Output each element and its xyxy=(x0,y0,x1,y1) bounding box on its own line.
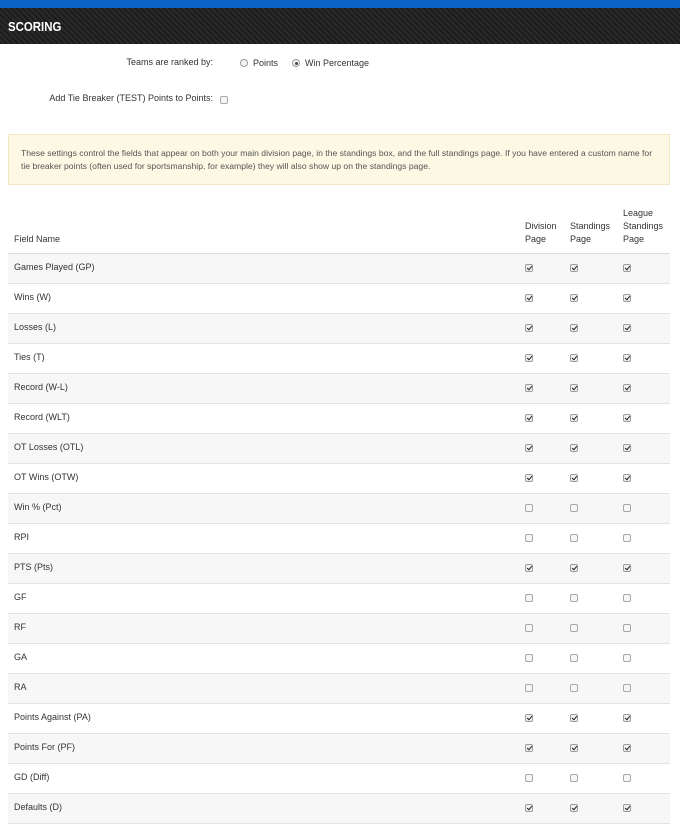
table-row xyxy=(8,524,670,554)
table-row xyxy=(8,254,670,284)
field-name: RPI xyxy=(14,532,30,542)
notice-text: These settings control the fields that appear on both your main division page, in the standings box, and the full standings page. If you have entered a custom name for tie breaker points (often used for sportsmanship, for example) they will also show up on the standings page. xyxy=(21,148,653,171)
standings-page-checkbox[interactable] xyxy=(570,294,578,302)
division-page-checkbox[interactable] xyxy=(525,444,533,452)
standings-page-checkbox[interactable] xyxy=(570,624,578,632)
table-row xyxy=(8,644,670,674)
points-radio-label: Points xyxy=(253,58,279,68)
league-standings-page-checkbox[interactable] xyxy=(623,594,631,602)
table-row xyxy=(8,794,670,824)
division-page-checkbox[interactable] xyxy=(525,384,533,392)
division-page-checkbox[interactable] xyxy=(525,684,533,692)
ranking-row xyxy=(0,57,680,71)
field-name: OT Losses (OTL) xyxy=(14,442,84,452)
table-row xyxy=(8,494,670,524)
table-row xyxy=(8,314,670,344)
division-page-header xyxy=(525,220,557,246)
standings-page-checkbox[interactable] xyxy=(570,414,578,422)
field-name: Points Against (PA) xyxy=(14,712,91,722)
field-name: OT Wins (OTW) xyxy=(14,472,79,482)
field-name: Record (W-L) xyxy=(14,382,68,392)
tie-breaker-label: Add Tie Breaker (TEST) Points to Points: xyxy=(49,93,213,103)
page-title: SCORING xyxy=(8,18,62,34)
tie-breaker-row xyxy=(0,93,680,107)
field-name: GD (Diff) xyxy=(14,772,50,782)
header-line: League xyxy=(623,208,654,218)
league-standings-page-checkbox[interactable] xyxy=(623,384,631,392)
division-page-checkbox[interactable] xyxy=(525,534,533,542)
standings-page-checkbox[interactable] xyxy=(570,714,578,722)
standings-page-checkbox[interactable] xyxy=(570,354,578,362)
league-standings-page-checkbox[interactable] xyxy=(623,324,631,332)
section-header xyxy=(0,8,680,44)
league-standings-page-checkbox[interactable] xyxy=(623,684,631,692)
standings-page-checkbox[interactable] xyxy=(570,654,578,662)
field-name: GF xyxy=(14,592,27,602)
header-line: Page xyxy=(570,234,592,244)
header-line: Division xyxy=(525,221,557,231)
field-name-header: Field Name xyxy=(14,234,61,244)
league-standings-page-checkbox[interactable] xyxy=(623,564,631,572)
info-notice xyxy=(8,134,670,185)
field-name: Win % (Pct) xyxy=(14,502,62,512)
standings-page-checkbox[interactable] xyxy=(570,744,578,752)
table-row xyxy=(8,374,670,404)
division-page-checkbox[interactable] xyxy=(525,714,533,722)
league-standings-page-checkbox[interactable] xyxy=(623,294,631,302)
division-page-checkbox[interactable] xyxy=(525,474,533,482)
league-standings-page-checkbox[interactable] xyxy=(623,504,631,512)
table-row xyxy=(8,284,670,314)
field-name: Losses (L) xyxy=(14,322,57,332)
table-body xyxy=(8,254,670,824)
header-line: Standings xyxy=(623,221,664,231)
field-name: Points For (PF) xyxy=(14,742,76,752)
standings-page-checkbox[interactable] xyxy=(570,774,578,782)
win-percentage-radio[interactable] xyxy=(292,59,300,67)
standings-page-checkbox[interactable] xyxy=(570,504,578,512)
league-standings-page-header xyxy=(623,207,663,246)
league-standings-page-checkbox[interactable] xyxy=(623,744,631,752)
table-row xyxy=(8,704,670,734)
win-percentage-radio-label: Win Percentage xyxy=(305,58,370,68)
division-page-checkbox[interactable] xyxy=(525,564,533,572)
division-page-checkbox[interactable] xyxy=(525,414,533,422)
table-row xyxy=(8,764,670,794)
division-page-checkbox[interactable] xyxy=(525,744,533,752)
league-standings-page-checkbox[interactable] xyxy=(623,354,631,362)
league-standings-page-checkbox[interactable] xyxy=(623,264,631,272)
table-row xyxy=(8,734,670,764)
field-name: Games Played (GP) xyxy=(14,262,95,272)
standings-fields-table xyxy=(8,205,670,824)
table-row xyxy=(8,584,670,614)
league-standings-page-checkbox[interactable] xyxy=(623,774,631,782)
division-page-checkbox[interactable] xyxy=(525,264,533,272)
field-name: GA xyxy=(14,652,28,662)
field-name: RA xyxy=(14,682,27,692)
field-name: Defaults (D) xyxy=(14,802,63,812)
division-page-checkbox[interactable] xyxy=(525,354,533,362)
standings-page-checkbox[interactable] xyxy=(570,444,578,452)
league-standings-page-checkbox[interactable] xyxy=(623,414,631,422)
standings-page-checkbox[interactable] xyxy=(570,474,578,482)
top-accent-bar xyxy=(0,0,680,8)
division-page-checkbox[interactable] xyxy=(525,294,533,302)
standings-page-checkbox[interactable] xyxy=(570,534,578,542)
league-standings-page-checkbox[interactable] xyxy=(623,474,631,482)
points-radio[interactable] xyxy=(240,59,248,67)
league-standings-page-checkbox[interactable] xyxy=(623,654,631,662)
field-name: Record (WLT) xyxy=(14,412,70,422)
ranking-option-win-percentage[interactable] xyxy=(292,57,369,69)
table-row xyxy=(8,464,670,494)
ranking-label: Teams are ranked by: xyxy=(126,57,213,67)
league-standings-page-checkbox[interactable] xyxy=(623,444,631,452)
league-standings-page-checkbox[interactable] xyxy=(623,534,631,542)
division-page-checkbox[interactable] xyxy=(525,654,533,662)
header-line: Standings xyxy=(570,221,611,231)
standings-page-checkbox[interactable] xyxy=(570,594,578,602)
field-name: Ties (T) xyxy=(14,352,45,362)
standings-page-checkbox[interactable] xyxy=(570,324,578,332)
standings-page-checkbox[interactable] xyxy=(570,804,578,812)
field-name: RF xyxy=(14,622,26,632)
standings-page-header xyxy=(570,220,610,246)
header-line: Page xyxy=(525,234,547,244)
field-name: Wins (W) xyxy=(14,292,51,302)
division-page-checkbox[interactable] xyxy=(525,594,533,602)
standings-page-checkbox[interactable] xyxy=(570,684,578,692)
division-page-checkbox[interactable] xyxy=(525,804,533,812)
table-row xyxy=(8,554,670,584)
tie-breaker-checkbox[interactable] xyxy=(220,96,228,104)
standings-page-checkbox[interactable] xyxy=(570,564,578,572)
division-page-checkbox[interactable] xyxy=(525,504,533,512)
table-header xyxy=(8,205,670,254)
table-row xyxy=(8,434,670,464)
header-line: Page xyxy=(623,234,645,244)
table-row xyxy=(8,404,670,434)
table-row xyxy=(8,674,670,704)
division-page-checkbox[interactable] xyxy=(525,624,533,632)
league-standings-page-checkbox[interactable] xyxy=(623,804,631,812)
standings-page-checkbox[interactable] xyxy=(570,384,578,392)
league-standings-page-checkbox[interactable] xyxy=(623,624,631,632)
table-row xyxy=(8,614,670,644)
standings-page-checkbox[interactable] xyxy=(570,264,578,272)
division-page-checkbox[interactable] xyxy=(525,774,533,782)
field-name: PTS (Pts) xyxy=(14,562,54,572)
division-page-checkbox[interactable] xyxy=(525,324,533,332)
table-row xyxy=(8,344,670,374)
league-standings-page-checkbox[interactable] xyxy=(623,714,631,722)
ranking-option-points[interactable] xyxy=(240,57,278,69)
